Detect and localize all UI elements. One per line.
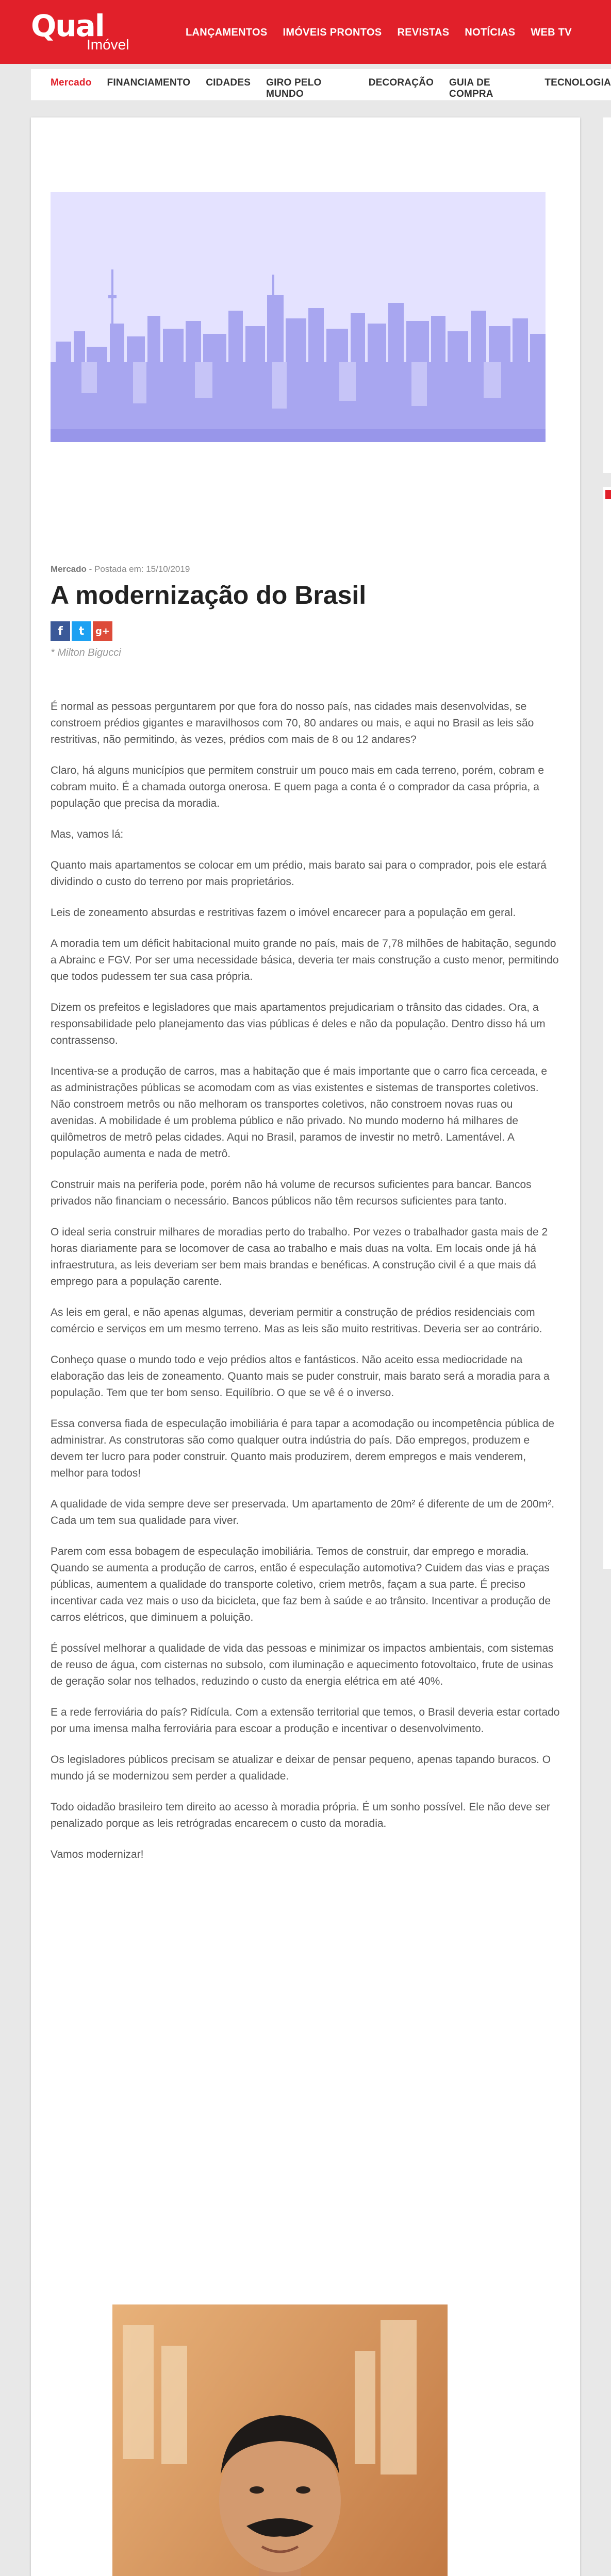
share-buttons [51, 621, 112, 641]
paragraph: As leis em geral, e não apenas algumas, deveriam permitir a construção de prédios residenciais com comércio e serviços em um mesmo terreno. Mas as leis são muito restritivas. Deveria ser ao contrário. [51, 1307, 542, 1335]
article-author: * Milton Bigucci [51, 647, 121, 658]
nav-item-imoveis-prontos[interactable]: IMÓVEIS PRONTOS [283, 27, 382, 38]
paragraph: O ideal seria construir milhares de moradias perto do trabalho. Por vezes o trabalhador gasta mais de 2 horas diariamente para se locomover de casa ao trabalho e mais duas na volta. Em locais onde já há infraestrutura, as leis deveriam ser bem mais brandas e benéficas. A construção civil é a que mais dá emprego para a população carente. [51, 1226, 548, 1287]
nav-item-web-tv[interactable]: WEB TV [531, 27, 572, 38]
paragraph: Construir mais na periferia pode, porém não há volume de recursos suficientes para bancar. Bancos privados não financiam o necessário. Bancos públicos não têm recursos suficientes para tanto. [51, 1179, 532, 1207]
paragraph: Quanto mais apartamentos se colocar em um prédio, mais barato sai para o comprador, pois ele estará dividindo o custo do terreno por mais proprietários. [51, 859, 547, 888]
twitter-icon[interactable]: t [72, 621, 91, 641]
paragraph: Mas, vamos lá: [51, 828, 124, 840]
portrait-illustration [112, 2304, 448, 2576]
paragraph: Parem com essa bobagem de especulação imobiliária. Temos de construir, dar emprego e moradia. Quando se aumenta a produção de carros, então é especulação automotiva? Cuidem das vias e praças públicas, aumentem a qualidade do transporte coletivo, criem metrôs, façam a sua parte. É preciso incentivar cada vez mais o uso da bicicleta, que faz bem à saúde e ao trânsito. Incentivar a produção de carros elétricos, que diminuem a poluição. [51, 1546, 551, 1623]
logo-sub: Imóvel [87, 37, 129, 53]
nav-item-lancamentos[interactable]: LANÇAMENTOS [186, 27, 268, 38]
paragraph: Conheço quase o mundo todo e vejo prédios altos e fantásticos. Não aceito essa mediocridade na elaboração das leis de zoneamento. Quanto mais se puder construir, mais barato será a moradia para a população. Tem que ter bom senso. Equilíbrio. O que se vê é o inverso. [51, 1354, 550, 1399]
paragraph: Dizem os prefeitos e legisladores que mais apartamentos prejudicariam o trânsito das cidades. Ora, a responsabilidade pelo planejamento das vias públicas é deles e não da população. Dentro disso há um contrassenso. [51, 1002, 546, 1046]
subnav-item-guia-de-compra[interactable]: GUIA DE COMPRA [449, 77, 493, 99]
sidebar-widget-2 [603, 487, 611, 1569]
article-category[interactable]: Mercado [51, 564, 87, 574]
paragraph: Claro, há alguns municípios que permitem construir um pouco mais em cada terreno, porém, cobram e cobram muito. É a chamada outorga onerosa. E quem paga a conta é o comprador da casa própria, a população que precisa da moradia. [51, 765, 544, 809]
site-logo[interactable] [31, 9, 144, 59]
author-photo [112, 2304, 448, 2576]
nav-item-revistas[interactable]: REVISTAS [397, 27, 450, 38]
subnav-item-tecnologia[interactable]: TECNOLOGIA [544, 77, 611, 88]
sidebar-widget [603, 117, 611, 473]
subnav-item-mercado[interactable]: Mercado [51, 77, 92, 88]
article-date: Postada em: 15/10/2019 [94, 564, 190, 574]
article-card [31, 117, 580, 2576]
article-body [51, 699, 561, 1877]
article-meta [51, 564, 190, 574]
google-plus-icon[interactable]: g+ [93, 621, 112, 641]
paragraph: Essa conversa fiada de especulação imobiliária é para tapar a acomodação ou incompetência pública de administrar. As construtoras são como qualquer outra indústria do país. Dão empregos, produzem e devem ter lucro para poder construir. Quanto mais produzirem, derem empregos e mais venderem, melhor para todos! [51, 1418, 555, 1479]
paragraph: É possível melhorar a qualidade de vida das pessoas e minimizar os impactos ambientais, com sistemas de reuso de água, com cisternas no subsolo, com iluminação e aquecimento fotovoltaico, frute de usinas de geração solar nos telhados, reduzindo o custo da energia elétrica em até 40%. [51, 1642, 554, 1687]
paragraph: Os legisladores públicos precisam se atualizar e deixar de pensar pequeno, apenas tapando buracos. O mundo já se modernizou sem perder a qualidade. [51, 1754, 551, 1782]
logo-main: Qual [31, 8, 104, 43]
paragraph: Leis de zoneamento absurdas e restritivas fazem o imóvel encarecer para a população em geral. [51, 907, 516, 919]
sub-nav [31, 69, 611, 101]
paragraph: É normal as pessoas perguntarem por que fora do nosso país, nas cidades mais desenvolvidas, se constroem prédios gigantes e maravilhosos com 70, 80 andares ou mais, e aqui no Brasil as leis são restritivas, não permitindo, às vezes, prédios com mais de 8 ou 12 andares? [51, 701, 534, 745]
main-nav [186, 27, 572, 39]
page-title: A modernização do Brasil [51, 581, 367, 609]
paragraph: E a rede ferroviária do país? Ridícula. Com a extensão territorial que temos, o Brasil deveria estar cortado por uma imensa malha ferroviária para escoar a produção e incentivar o desenvolvimento. [51, 1706, 560, 1735]
paragraph: Vamos modernizar! [51, 1849, 144, 1860]
top-bar [0, 0, 611, 64]
paragraph: A moradia tem um déficit habitacional muito grande no país, mais de 7,78 milhões de habitação, segundo a Abrainc e FGV. Por ser uma necessidade básica, deveria ter mais construção a custo menor, permitindo que todos pudessem ter sua casa própria. [51, 938, 559, 982]
paragraph: A qualidade de vida sempre deve ser preservada. Um apartamento de 20m² é diferente de um de 200m². Cada um tem sua qualidade para viver. [51, 1498, 555, 1527]
facebook-icon[interactable]: f [51, 621, 70, 641]
subnav-item-cidades[interactable]: CIDADES [206, 77, 251, 88]
meta-separator: - [89, 564, 95, 574]
paragraph: Todo oidadão brasileiro tem direito ao acesso à moradia própria. É um sonho possível. Ele não deve ser penalizado porque as leis retrógradas encarecem o custo da moradia. [51, 1801, 550, 1829]
hero-image [51, 192, 546, 442]
paragraph: Incentiva-se a produção de carros, mas a habitação que é mais importante que o carro fica cerceada, e as administrações públicas se acomodam com as vias existentes e sistemas de transportes coletivos. Não constroem metrôs ou não melhoram os transportes coletivos, não constroem novas ruas ou avenidas. A mobilidade é um problema público e não privado. No mundo moderno há milhares de quilômetros de metrô pelas cidades. Aqui no Brasil, paramos de investir no metrô. Lamentável. A população aumenta e nada de metrô. [51, 1065, 548, 1160]
nav-item-noticias[interactable]: NOTÍCIAS [465, 27, 516, 38]
subnav-item-financiamento[interactable]: FINANCIAMENTO [107, 77, 191, 88]
subnav-item-decoracao[interactable]: DECORAÇÃO [368, 77, 434, 88]
subnav-item-giro-pelo-mundo[interactable]: GIRO PELO MUNDO [266, 77, 322, 99]
sidebar-accent-bar [605, 490, 611, 499]
skyline-illustration [51, 192, 546, 442]
